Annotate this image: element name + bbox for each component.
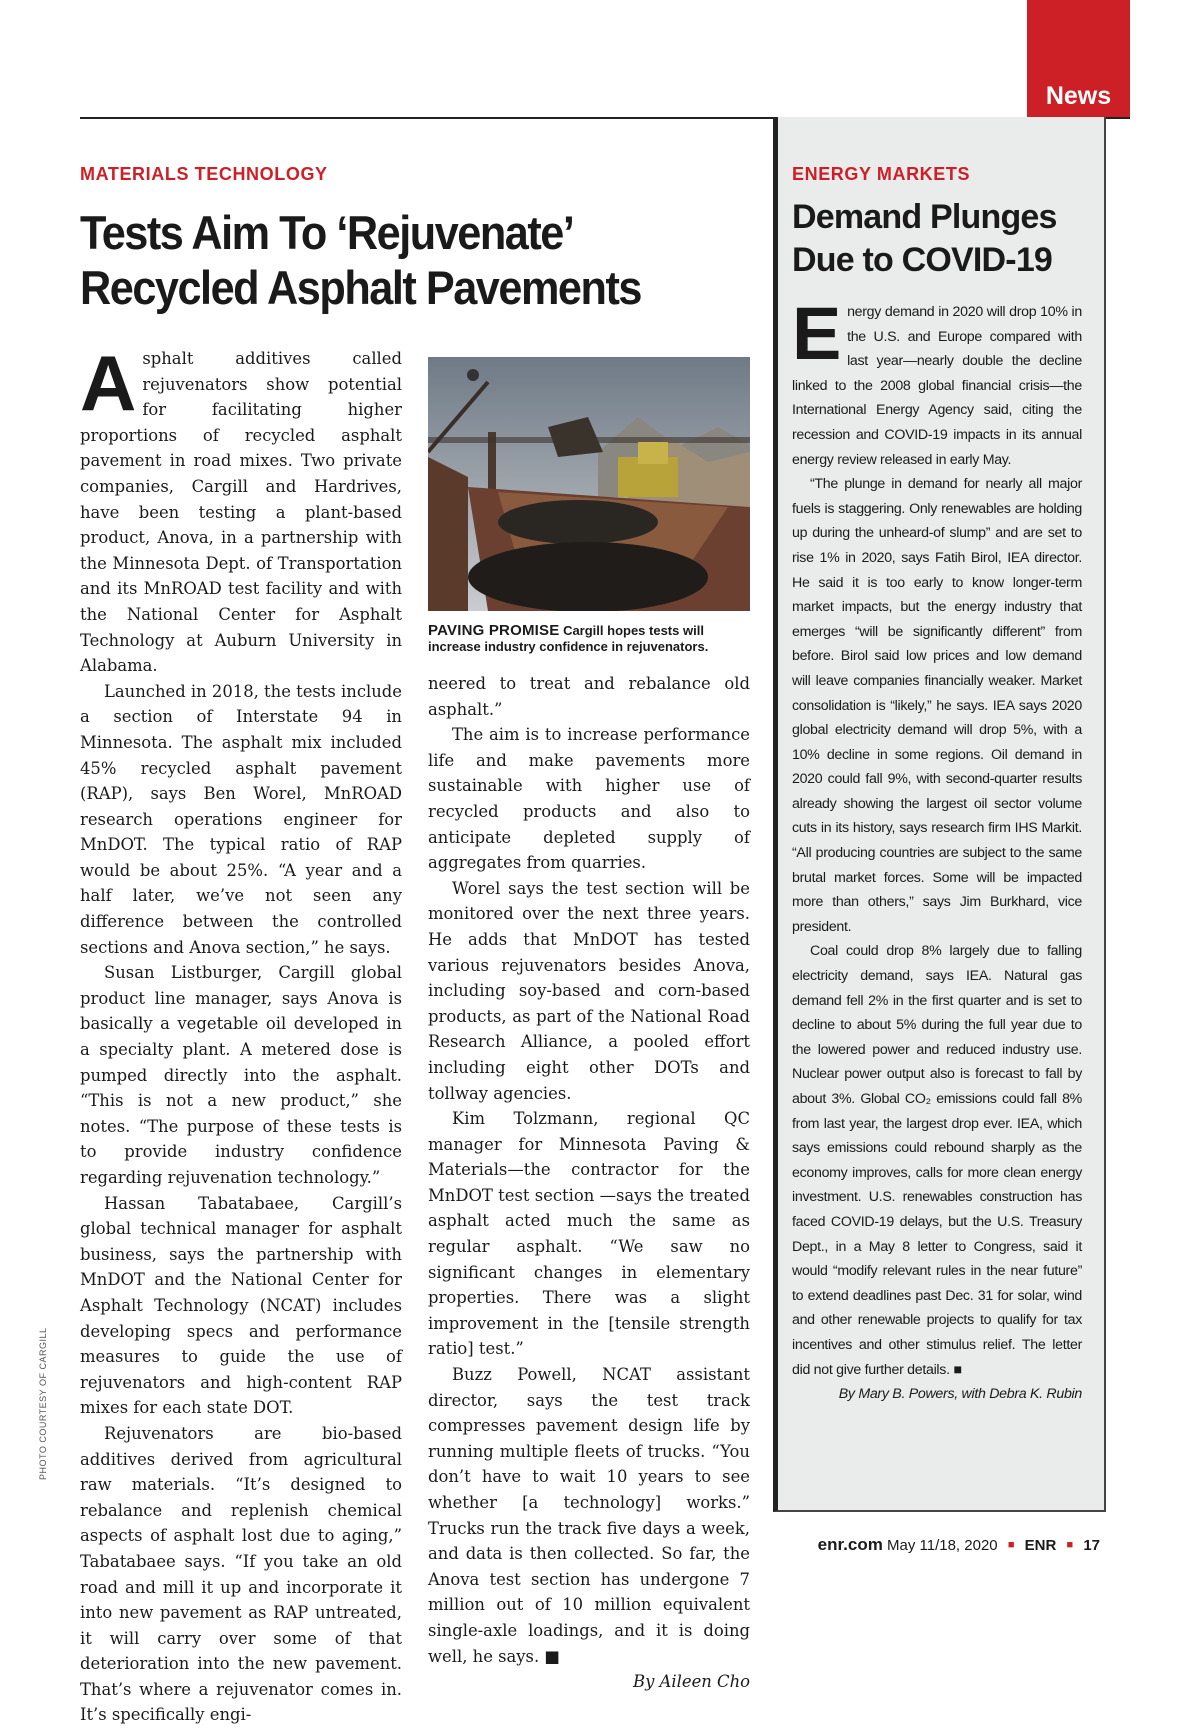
photo-illustration [428, 357, 750, 611]
section-tab-news: News [1027, 0, 1130, 117]
article-paragraph: Buzz Powell, NCAT assistant director, says the test track compresses pavement design life by running multiple fleets of trucks. “You don’t have to wait 10 years to see whether [a technology] works.” Trucks run the track five days a week, and data is then collected. So far, the Anova test section has undergone 7 million out of 10 million equivalent single-axle loadings, and it is doing well, he says. ■ [428, 1365, 750, 1666]
main-kicker: MATERIALS TECHNOLOGY [80, 164, 328, 184]
footer-date: May 11/18, 2020 [887, 1537, 998, 1554]
main-headline [80, 205, 706, 315]
article-column-1 [80, 339, 402, 1728]
dropcap: A [80, 339, 137, 427]
article-column-2 [428, 671, 750, 1695]
article-paragraph: Susan Listburger, Cargill global product line manager, says Anova is basically a vegetable oil developed in a specialty plant. A metered dose is pumped directly into the asphalt. “This is not a new product,” she notes. “The purpose of these tests is to provide industry confidence regarding rejuvenation technology.” [80, 963, 402, 1187]
sidebar-byline: By Mary B. Powers, with Debra K. Rubin [838, 1386, 1082, 1403]
caption-text: Cargill hopes tests will increase industry confidence in rejuvenators. [428, 623, 709, 654]
footer-magazine: ENR [1024, 1537, 1057, 1554]
article-paragraph: Worel says the test section will be monitored over the next three years. He adds that MnDOT has tested various rejuvenators besides Anova, including soy-based and corn-based products, as part of the National Road Research Alliance, a pooled effort including eight other DOTs and tollway agencies. [428, 878, 750, 1103]
article-paragraph: Kim Tolzmann, regional QC manager for Minnesota Paving & Materials—the contractor for the MnDOT test section —says the treated asphalt acted much the same as regular asphalt. “We saw no significant changes in elementary properties. There was a slight improvement in the [tensile strength ratio] test.” [428, 1109, 750, 1359]
main-headline-line1: Tests Aim To ‘Rejuvenate’ [80, 206, 574, 259]
article-paragraph: Asphalt additives called rejuvenators show potential for facilitating higher proportions of recycled asphalt pavement in road mixes. Two private companies, Cargill and Hardrives, have been testing a plant-based product, Anova, in a partnership with the Minnesota Dept. of Transportation and its MnROAD test facility and with the National Center for Asphalt Technology at Auburn University in Alabama. [80, 339, 402, 676]
sidebar-headline-line1: Demand Plunges [792, 198, 1057, 236]
article-paragraph: neered to treat and rebalance old asphalt.” [428, 674, 750, 719]
footer-separator: ■ [1007, 1539, 1015, 1551]
page-number: 17 [1083, 1537, 1100, 1554]
sidebar-dropcap: E [792, 292, 842, 375]
footer-site: enr.com [817, 1535, 883, 1554]
sidebar-body [792, 292, 1082, 1407]
page-footer [818, 1535, 1100, 1555]
article-paragraph: Rejuvenators are bio-based additives derived from agricultural raw materials. “It’s designed to rebalance and replenish chemical aspects of asphalt lost due to aging,” Tabatabaee says. “If you take an old road and mill it up and incorporate it into new pavement as RAP untreated, it will carry over some of that deterioration into the new pavement. That’s where a rejuvenator comes in. It’s specifically engi- [80, 1423, 402, 1725]
main-headline-line2: Recycled Asphalt Pavements [80, 261, 641, 314]
sidebar-paragraph: Coal could drop 8% largely due to falling electricity demand, says IEA. Natural gas demand fell 2% in the first quarter and is set to decline to about 5% during the full year due to the lowered power and reduced industry use. Nuclear power output also is forecast to fall by about 3%. Global CO₂ emissions could fall 8% from last year, the largest drop ever. IEA, which says emissions could rebound sharply as the economy improves, calls for more clean energy investment. U.S. renewables construction has faced COVID-19 delays, but the U.S. Treasury Dept., in a May 8 letter to Congress, said it would “modify relevant rules in the near future” to extend deadlines past Dec. 31 for solar, wind and other renewable projects to qualify for tax incentives and other stimulus relief. The letter did not give further details. ■ [792, 943, 1082, 1378]
article-paragraph: The aim is to increase performance life and make pavements more sustainable with higher use of recycled products and also to anticipate depleted supply of aggregates from quarries. [428, 725, 750, 873]
sidebar-paragraph: Energy demand in 2020 will drop 10% in the U.S. and Europe compared with last year—nearly double the decline linked to the 2008 global financial crisis—the International Energy Agency said, citing the recession and COVID-19 impacts in its annual energy review released in early May. [792, 292, 1082, 468]
sidebar-paragraph: “The plunge in demand for nearly all major fuels is staggering. Only renewables are holding up during the unheard-of slump” and are set to rise 1% in 2020, says Fatih Birol, IEA director. He said it is too early to know longer-term market impacts, but the energy industry that emerges “will be significantly different” from before. Birol said low prices and low demand will leave companies financially weaker. Market consolidation is “likely,” he says. IEA says 2020 global electricity demand will drop 5%, with a 10% decline in some regions. Oil demand in 2020 could fall 9%, with second-quarter results already showing the largest oil sector volume cuts in its history, says research firm IHS Markit. “All producing countries are subject to the same brutal market forces. Some will be impacted more than others,” says Jim Burkhard, vice president. [792, 476, 1082, 935]
footer-separator: ■ [1066, 1539, 1074, 1551]
caption-heading: PAVING PROMISE [428, 622, 560, 639]
article-paragraph: Launched in 2018, the tests include a section of Interstate 94 in Minnesota. The asphalt mix included 45% recycled asphalt pavement (RAP), says Ben Worel, MnROAD research operations engineer for MnDOT. The typical ratio of RAP would be about 25%. “A year and a half later, we’ve not seen any difference between the controlled sections and Anova section,” he says. [80, 681, 402, 957]
sidebar-headline-line2: Due to COVID-19 [792, 241, 1053, 279]
article-paragraph: Hassan Tabatabaee, Cargill’s global technical manager for asphalt business, says the partnership with MnDOT and the National Center for Asphalt Technology (NCAT) includes developing specs and performance measures to guide the use of rejuvenators and high-content RAP mixes for each state DOT. [80, 1193, 402, 1418]
sidebar-headline [792, 196, 1092, 282]
article-byline: By Aileen Cho [633, 1672, 750, 1692]
photo-caption [428, 623, 750, 655]
photo-credit: PHOTO COURTESY OF CARGILL [38, 1327, 48, 1480]
photo-asphalt-plant [428, 357, 750, 611]
sidebar-kicker: ENERGY MARKETS [792, 164, 971, 184]
